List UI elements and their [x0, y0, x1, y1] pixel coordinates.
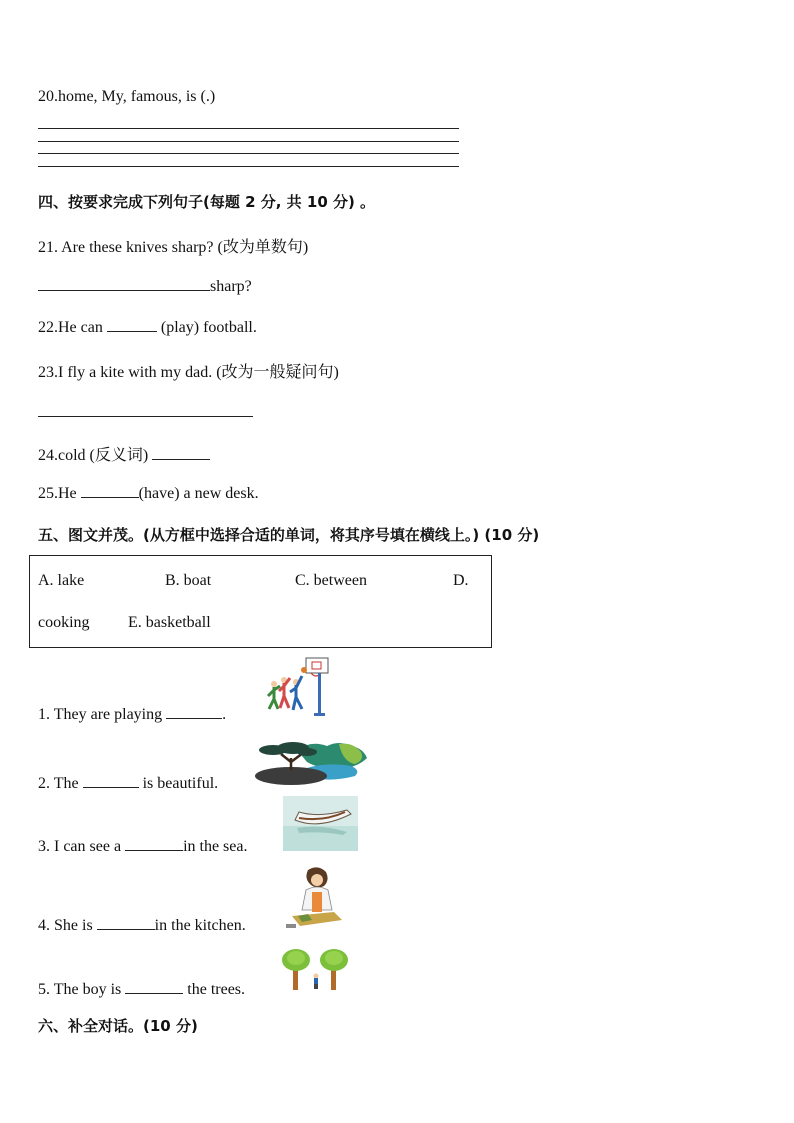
option-b: B. boat [165, 572, 212, 589]
answer-blank[interactable] [97, 915, 155, 930]
q21-tail: sharp? [210, 278, 252, 295]
answer-blank[interactable] [83, 773, 139, 788]
q22-before: 22.He can [38, 319, 103, 336]
q24-text: 24.cold (反义词) [38, 447, 149, 464]
item-5-before: 5. The boy is [38, 981, 122, 998]
option-d-letter: D. [453, 572, 469, 589]
option-c: C. between [295, 572, 367, 589]
q23-answer [38, 402, 253, 422]
answer-line[interactable] [38, 166, 459, 167]
q21-text: 21. Are these knives sharp? (改为单数句) [38, 239, 309, 256]
answer-blank[interactable] [107, 317, 157, 332]
item-4 [38, 915, 246, 935]
answer-blank[interactable] [152, 445, 210, 460]
q24 [38, 442, 210, 465]
item-1-after: . [222, 706, 227, 723]
lake-picture [247, 740, 369, 786]
boat-picture [283, 796, 358, 851]
answer-blank[interactable] [125, 979, 183, 994]
q21-answer [38, 276, 252, 296]
option-a: A. lake [38, 572, 85, 589]
option-d-word: cooking [38, 614, 90, 631]
q22-after: (play) football. [160, 319, 257, 336]
answer-line[interactable] [38, 141, 459, 142]
answer-line[interactable] [38, 153, 459, 154]
boy-between-trees-picture [281, 946, 349, 992]
answer-blank[interactable] [166, 704, 222, 719]
item-3-before: 3. I can see a [38, 838, 122, 855]
item-1 [38, 704, 226, 724]
q21-prompt [38, 234, 308, 257]
q23-prompt: 23.I fly a kite with my dad. (改为一般疑问句) [38, 364, 339, 381]
item-1-before: 1. They are playing [38, 706, 163, 723]
q25-before: 25.He [38, 485, 77, 502]
word-options-box [29, 555, 492, 648]
section-4-title: 四、按要求完成下列句子(每题 2 分, 共 10 分) 。 [38, 193, 376, 211]
item-5 [38, 979, 245, 999]
answer-blank[interactable] [38, 276, 210, 291]
q25 [38, 483, 259, 503]
item-3-after: in the sea. [183, 838, 248, 855]
q25-after: (have) a new desk. [138, 485, 259, 502]
item-2-before: 2. The [38, 775, 79, 792]
section-5-title: 五、图文并茂。(从方框中选择合适的单词，将其序号填在横线上。) (10 分) [38, 526, 540, 544]
item-5-after: the trees. [187, 981, 246, 998]
item-4-after: in the kitchen. [154, 917, 246, 934]
option-e: E. basketball [128, 614, 211, 631]
answer-blank[interactable] [125, 836, 183, 851]
cooking-woman-picture [286, 866, 346, 932]
q22 [38, 317, 257, 337]
answer-blank[interactable] [81, 483, 139, 498]
basketball-players-picture [260, 656, 332, 718]
item-2 [38, 773, 218, 793]
item-4-before: 4. She is [38, 917, 93, 934]
answer-blank[interactable] [38, 402, 253, 417]
item-2-after: is beautiful. [142, 775, 219, 792]
section-6-title: 六、补全对话。(10 分) [38, 1017, 198, 1035]
answer-line[interactable] [38, 128, 459, 129]
item-3 [38, 836, 247, 856]
q20-text: 20.home, My, famous, is (.) [38, 88, 216, 105]
